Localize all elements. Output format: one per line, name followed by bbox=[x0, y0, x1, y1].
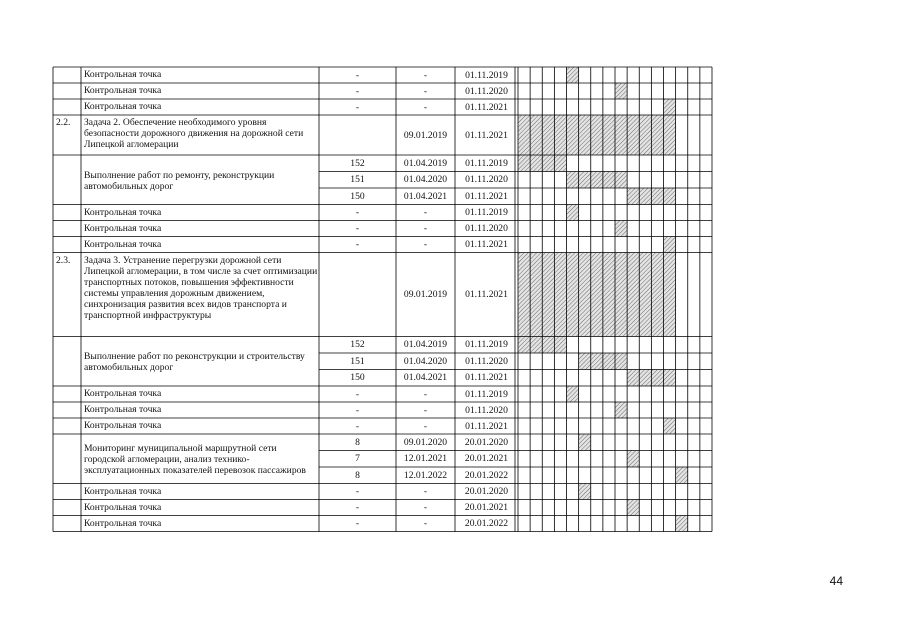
gantt-bar bbox=[664, 237, 676, 253]
volume-cell bbox=[319, 253, 396, 337]
start-date-cell: 01.04.2019 bbox=[403, 339, 448, 351]
volume-cell: - bbox=[355, 404, 360, 416]
start-date-cell: - bbox=[423, 85, 428, 97]
row-number-cell: 2.3. bbox=[56, 254, 71, 266]
start-date-cell: - bbox=[423, 404, 428, 416]
end-date-cell: 01.11.2020 bbox=[465, 174, 508, 186]
checkpoint-name-cell: Контрольная точка bbox=[84, 388, 162, 399]
gantt-bar bbox=[615, 402, 627, 418]
volume-cell: - bbox=[355, 420, 360, 432]
page-number: 44 bbox=[829, 574, 843, 588]
start-date-cell: 12.01.2021 bbox=[403, 453, 448, 465]
end-date-cell: 01.11.2021 bbox=[465, 190, 508, 202]
end-date-cell: 01.11.2021 bbox=[465, 420, 508, 432]
volume-cell: - bbox=[355, 69, 360, 81]
start-date-cell: 12.01.2022 bbox=[403, 469, 448, 481]
task-name-cell: Задача 2. Обеспечение необходимого уровня безопасности дорожного движения на дорожной сети Липецкой агломерации bbox=[84, 117, 304, 150]
checkpoint-name-cell: Контрольная точка bbox=[84, 85, 162, 96]
start-date-cell: 01.04.2020 bbox=[403, 174, 448, 186]
gantt-bar bbox=[664, 418, 676, 434]
end-date-cell: 01.11.2021 bbox=[465, 239, 508, 250]
start-date-cell: - bbox=[423, 223, 428, 234]
volume-cell: 150 bbox=[350, 190, 365, 202]
end-date-cell: 01.11.2020 bbox=[465, 355, 508, 367]
row-number-cell bbox=[53, 205, 81, 221]
gantt-bar bbox=[567, 386, 579, 402]
end-date-cell: 01.11.2019 bbox=[465, 69, 508, 81]
volume-cell bbox=[319, 115, 396, 155]
start-date-cell: 01.04.2021 bbox=[403, 190, 448, 202]
gantt-bar bbox=[676, 516, 688, 532]
end-date-cell: 20.01.2022 bbox=[464, 469, 509, 481]
start-date-cell: 09.01.2020 bbox=[403, 436, 448, 448]
checkpoint-name-cell: Контрольная точка bbox=[84, 420, 162, 431]
volume-cell: - bbox=[355, 207, 360, 218]
checkpoint-name-cell: Контрольная точка bbox=[84, 517, 162, 529]
row-number-cell bbox=[53, 500, 81, 516]
checkpoint-name-cell: Контрольная точка bbox=[84, 501, 162, 513]
volume-cell: 7 bbox=[355, 453, 360, 465]
checkpoint-name-cell: Контрольная точка bbox=[84, 238, 162, 250]
start-date-cell: 01.04.2019 bbox=[403, 157, 448, 169]
gantt-bar bbox=[627, 500, 639, 516]
volume-cell: 8 bbox=[355, 469, 360, 481]
gantt-bar bbox=[579, 434, 591, 451]
gantt-bar bbox=[615, 221, 627, 237]
gantt-bar bbox=[664, 99, 676, 115]
start-date-cell: - bbox=[423, 502, 428, 513]
end-date-cell: 20.01.2021 bbox=[464, 502, 509, 513]
end-date-cell: 01.11.2021 bbox=[465, 289, 508, 300]
gantt-bar bbox=[518, 253, 676, 337]
end-date-cell: 01.11.2019 bbox=[465, 207, 508, 218]
start-date-cell: 09.01.2019 bbox=[403, 129, 448, 141]
checkpoint-name-cell: Контрольная точка bbox=[84, 206, 162, 218]
volume-cell: - bbox=[355, 518, 360, 529]
row-number-cell bbox=[53, 386, 81, 402]
volume-cell: - bbox=[355, 502, 360, 513]
volume-cell: 151 bbox=[350, 174, 365, 186]
checkpoint-name-cell: Контрольная точка bbox=[84, 404, 162, 415]
row-number-cell bbox=[53, 237, 81, 253]
row-number-cell bbox=[53, 402, 81, 418]
start-date-cell: 01.04.2020 bbox=[403, 355, 448, 367]
row-number-cell bbox=[53, 67, 81, 83]
volume-cell: 151 bbox=[350, 355, 365, 367]
row-number-cell: 2.2. bbox=[56, 117, 71, 128]
volume-cell: - bbox=[355, 239, 360, 250]
gantt-bar bbox=[627, 451, 639, 468]
end-date-cell: 20.01.2022 bbox=[464, 518, 509, 529]
start-date-cell: - bbox=[423, 486, 428, 497]
work-name-cell: Выполнение работ по реконструкции и строительству автомобильных дорог bbox=[84, 351, 305, 374]
start-date-cell: - bbox=[423, 101, 428, 113]
start-date-cell: - bbox=[423, 207, 428, 218]
start-date-cell: - bbox=[423, 69, 428, 81]
gantt-bar bbox=[567, 67, 579, 83]
row-number-cell bbox=[53, 418, 81, 434]
volume-cell: - bbox=[355, 223, 360, 234]
gantt-bar bbox=[518, 115, 676, 155]
volume-cell: - bbox=[355, 388, 360, 400]
work-name-cell: Мониторинг муниципальной маршрутной сети городской агломерации, анализ технико-эксплуатационных показателей перевозок пассажиров bbox=[84, 443, 306, 477]
end-date-cell: 20.01.2020 bbox=[464, 486, 509, 497]
row-number-cell bbox=[53, 99, 81, 115]
end-date-cell: 01.11.2020 bbox=[465, 404, 508, 416]
gantt-bar bbox=[567, 172, 628, 189]
task-name-cell: Задача 3. Устранение перегрузки дорожной сети Липецкой агломерации, в том числе за счет оптимизации транспортных потоков, повышения эффективности системы управления дорожным движением, синхронизация развития всех видов транспорта и транспортной инфраструктуры bbox=[84, 254, 318, 321]
volume-cell: 152 bbox=[350, 339, 365, 351]
row-number-cell bbox=[53, 484, 81, 500]
end-date-cell: 01.11.2019 bbox=[465, 388, 508, 400]
end-date-cell: 01.11.2020 bbox=[465, 223, 508, 234]
end-date-cell: 01.11.2021 bbox=[465, 129, 508, 141]
volume-cell: - bbox=[355, 101, 360, 113]
checkpoint-name-cell: Контрольная точка bbox=[84, 69, 162, 80]
gantt-bar bbox=[579, 484, 591, 500]
volume-cell: 8 bbox=[355, 436, 360, 448]
volume-cell: 150 bbox=[350, 372, 365, 384]
start-date-cell: - bbox=[423, 239, 428, 250]
volume-cell: - bbox=[355, 486, 360, 497]
start-date-cell: - bbox=[423, 420, 428, 432]
gantt-bar bbox=[676, 467, 688, 484]
checkpoint-name-cell: Контрольная точка bbox=[84, 485, 162, 497]
checkpoint-name-cell: Контрольная точка bbox=[84, 101, 162, 112]
gantt-bar bbox=[567, 205, 579, 221]
checkpoint-name-cell: Контрольная точка bbox=[84, 222, 162, 234]
end-date-cell: 20.01.2020 bbox=[464, 436, 509, 448]
row-number-cell bbox=[53, 221, 81, 237]
end-date-cell: 01.11.2021 bbox=[465, 372, 508, 384]
end-date-cell: 20.01.2021 bbox=[464, 453, 509, 465]
start-date-cell: - bbox=[423, 518, 428, 529]
start-date-cell: 09.01.2019 bbox=[403, 289, 448, 300]
volume-cell: 152 bbox=[350, 157, 365, 169]
row-number-cell bbox=[53, 83, 81, 99]
end-date-cell: 01.11.2019 bbox=[465, 157, 508, 169]
volume-cell: - bbox=[355, 85, 360, 97]
work-name-cell: Выполнение работ по ремонту, реконструкции автомобильных дорог bbox=[84, 169, 275, 192]
end-date-cell: 01.11.2020 bbox=[465, 85, 508, 97]
end-date-cell: 01.11.2019 bbox=[465, 339, 508, 351]
row-number-cell bbox=[53, 516, 81, 532]
start-date-cell: 01.04.2021 bbox=[403, 372, 448, 384]
start-date-cell: - bbox=[423, 388, 428, 400]
gantt-bar bbox=[615, 83, 627, 99]
end-date-cell: 01.11.2021 bbox=[465, 101, 508, 113]
